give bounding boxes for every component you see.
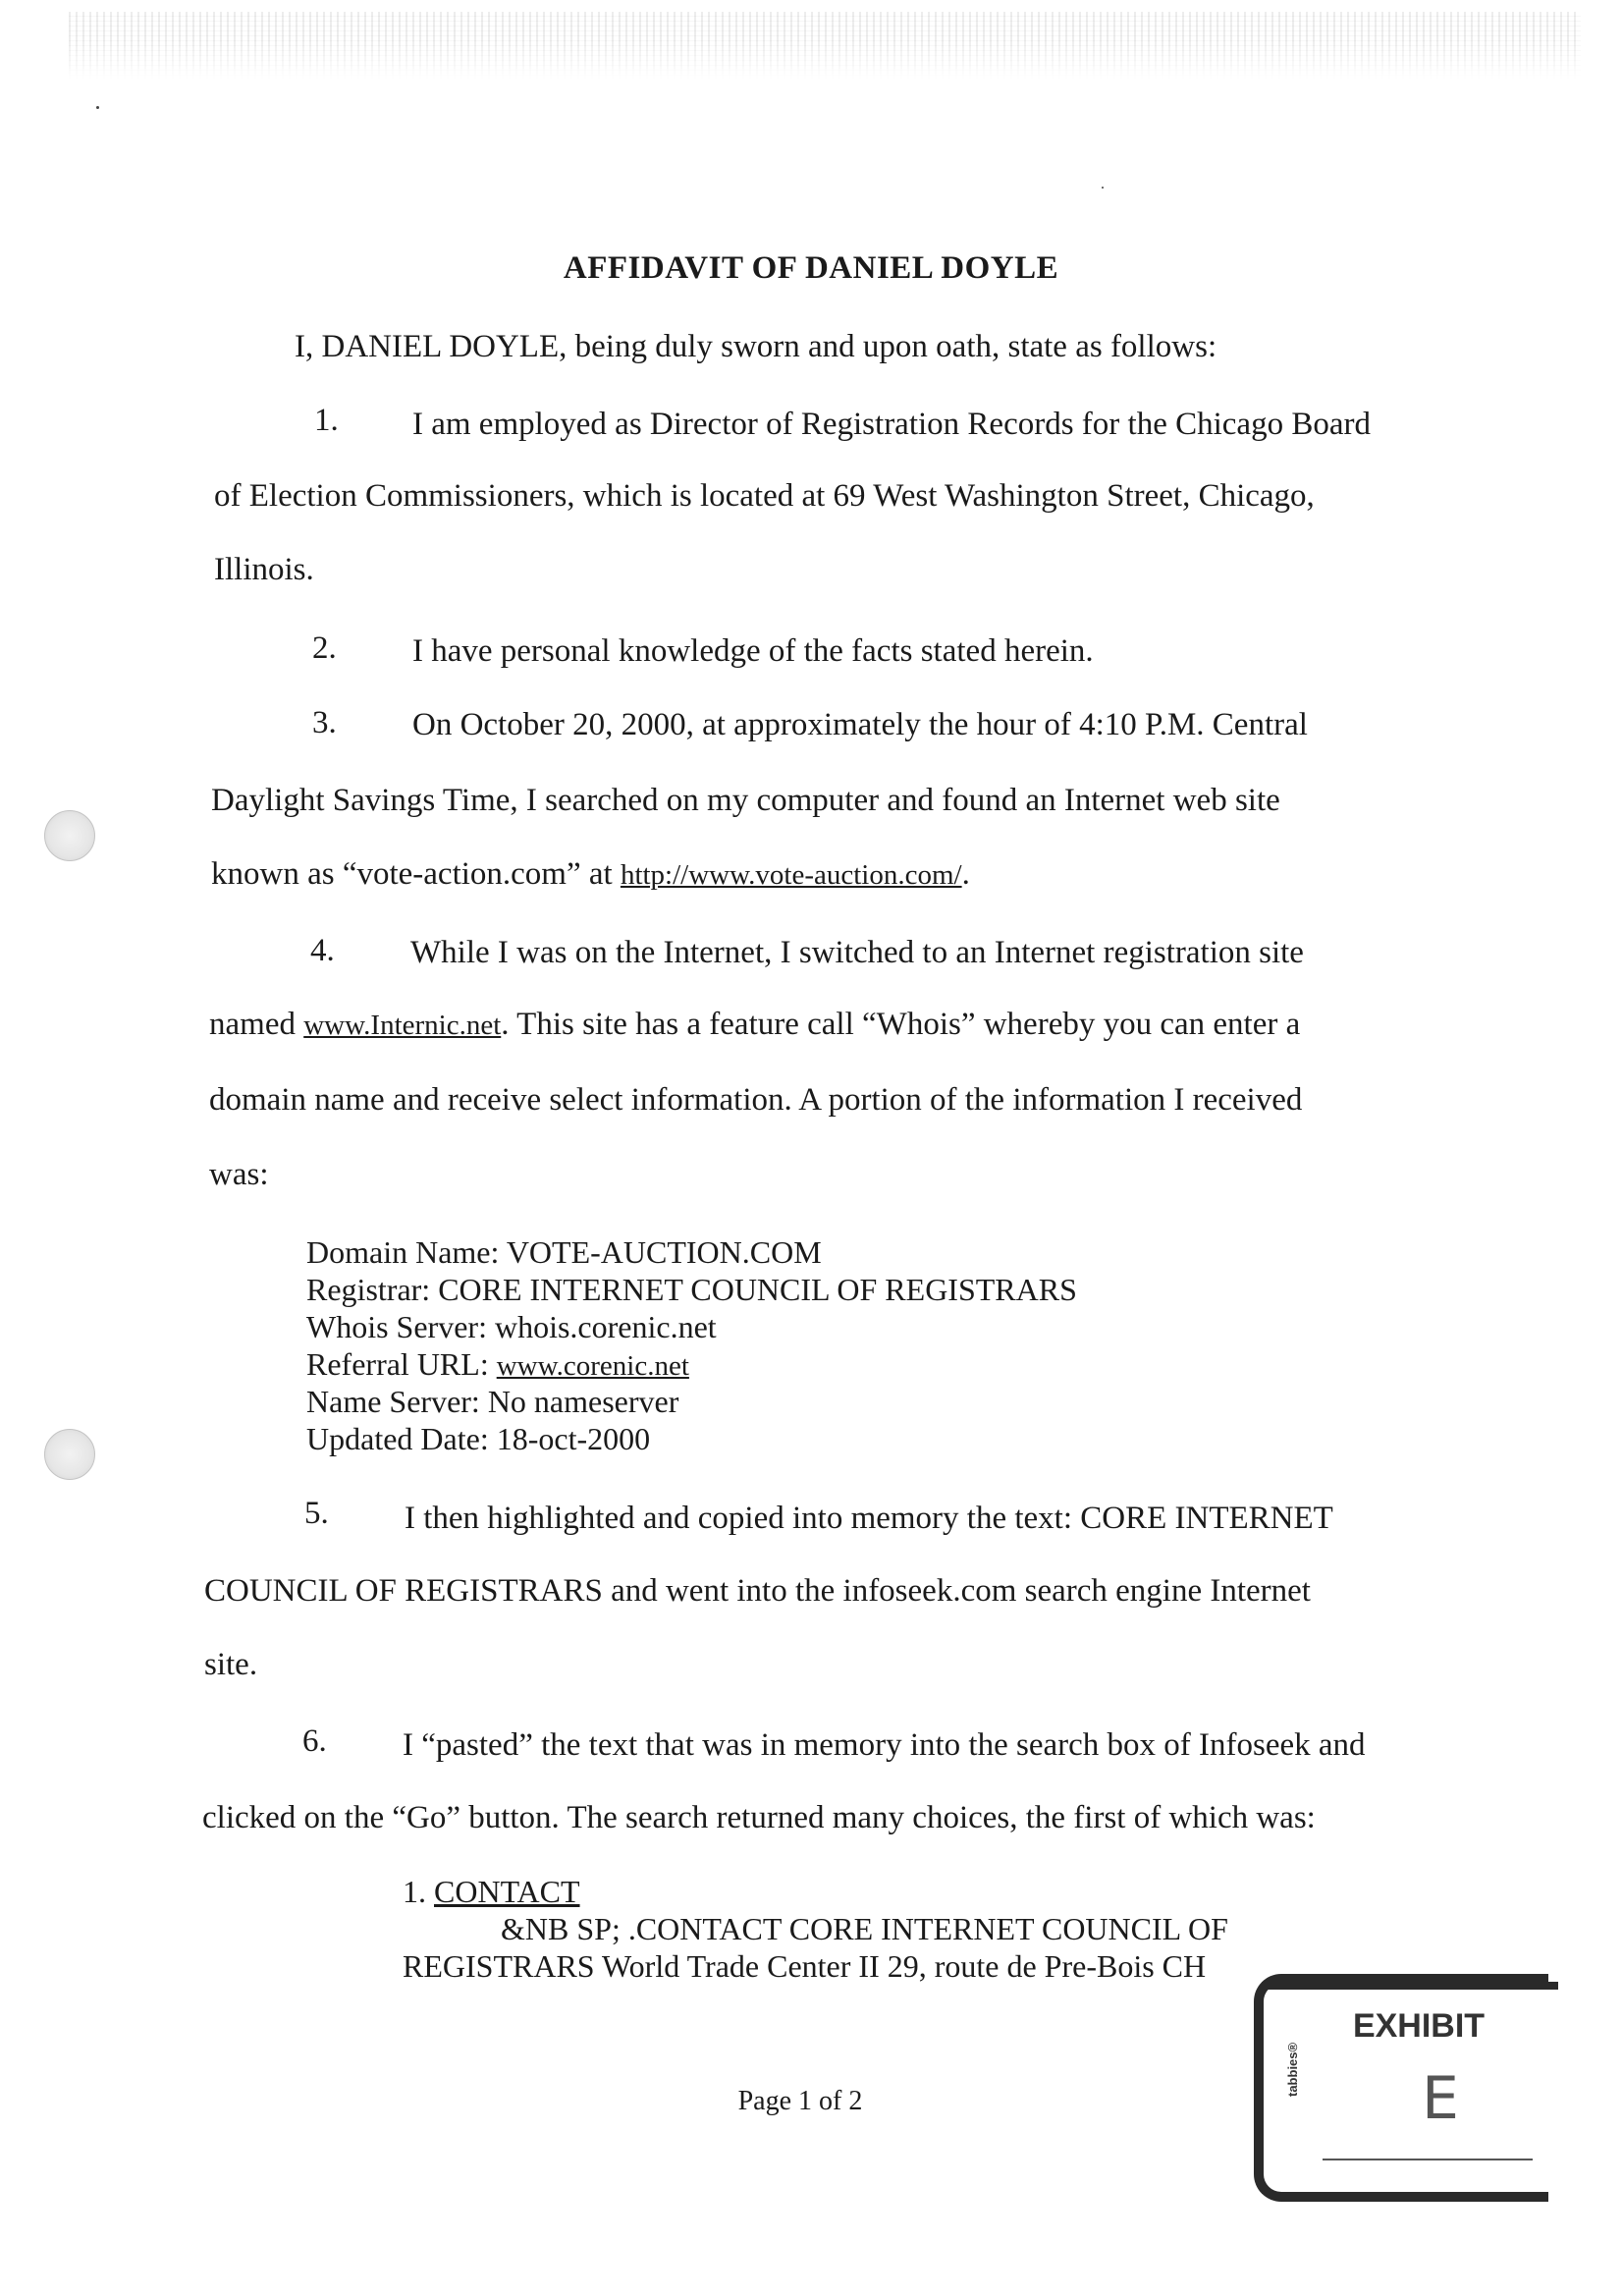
paragraph-3-period: . [961,856,970,892]
paragraph-4-number: 4. [310,933,335,968]
paragraph-5-line-3: site. [204,1647,258,1682]
sticker-brand: tabbies® [1285,2042,1300,2097]
punch-hole-lower [44,1429,95,1480]
paragraph-6-number: 6. [302,1723,327,1759]
paragraph-4-text: named [209,1007,304,1042]
paragraph-1-line-3: Illinois. [214,552,314,587]
paragraph-1-line-2: of Election Commissioners, which is located at 69 West Washington Street, Chicago, [214,478,1315,514]
whois-record [306,1233,1077,1457]
scan-speck [96,106,99,109]
punch-hole-upper [44,810,95,861]
whois-updated: Updated Date: 18-oct-2000 [306,1421,651,1456]
paragraph-3-line-1: On October 20, 2000, at approximately the hour of 4:10 P.M. Central [412,707,1308,742]
search-result-line-2: &NB SP; .CONTACT CORE INTERNET COUNCIL OF [501,1911,1228,1946]
whois-domain: Domain Name: VOTE-AUCTION.COM [306,1234,822,1270]
search-result-number: 1. [403,1874,434,1909]
paragraph-2-number: 2. [312,630,337,666]
contact-link[interactable]: CONTACT [434,1874,580,1909]
intro-line: I, DANIEL DOYLE, being duly sworn and upon oath, state as follows: [295,329,1217,364]
vote-auction-url[interactable]: http://www.vote-auction.com/ [620,859,962,891]
paragraph-4-line-2 [209,1007,1300,1043]
whois-referral [306,1345,1077,1383]
paragraph-5-number: 5. [304,1496,329,1531]
paragraph-4-text-cont: . This site has a feature call “Whois” whereby you can enter a [501,1007,1301,1042]
scan-speck [1102,187,1104,189]
paragraph-4-line-3: domain name and receive select information. A portion of the information I received [209,1082,1303,1118]
whois-registrar: Registrar: CORE INTERNET COUNCIL OF REGISTRARS [306,1272,1077,1307]
paragraph-3-line-3 [211,856,970,893]
scan-artifact-top [69,12,1581,81]
whois-nameserver: Name Server: No nameserver [306,1384,679,1419]
document-title: AFFIDAVIT OF DANIEL DOYLE [563,250,1059,286]
paragraph-4-line-4: was: [209,1157,269,1192]
paragraph-6-line-1: I “pasted” the text that was in memory into the search box of Infoseek and [403,1727,1366,1763]
paragraph-1-number: 1. [314,403,339,438]
paragraph-3-line-2: Daylight Savings Time, I searched on my computer and found an Internet web site [211,783,1280,818]
paragraph-3-text: known as “vote-action.com” at [211,856,621,892]
paragraph-6-line-2: clicked on the “Go” button. The search returned many choices, the first of which was: [202,1800,1316,1835]
corenic-url[interactable]: www.corenic.net [496,1350,689,1382]
paragraph-5-line-1: I then highlighted and copied into memory the text: CORE INTERNET [405,1501,1333,1536]
whois-referral-label: Referral URL: [306,1346,497,1382]
paragraph-2-line-1: I have personal knowledge of the facts stated herein. [412,633,1094,669]
paragraph-4-line-1: While I was on the Internet, I switched to an Internet registration site [410,935,1304,970]
internic-url[interactable]: www.Internic.net [303,1010,502,1041]
search-result [403,1873,1228,1985]
paragraph-3-number: 3. [312,705,337,740]
whois-server: Whois Server: whois.corenic.net [306,1309,717,1344]
exhibit-letter: E [1422,2064,1459,2133]
search-result-line-3: REGISTRARS World Trade Center II 29, route de Pre-Bois CH [403,1948,1207,1984]
paragraph-1-line-1: I am employed as Director of Registration Records for the Chicago Board [412,407,1371,442]
exhibit-label: EXHIBIT [1352,2007,1486,2045]
paragraph-5-line-2: COUNCIL OF REGISTRARS and went into the infoseek.com search engine Internet [204,1573,1311,1609]
page-number: Page 1 of 2 [737,2086,863,2116]
exhibit-underline [1323,2159,1533,2160]
sticker-top-border [1264,1982,1558,1990]
search-result-title [403,1873,1228,1910]
exhibit-sticker [1254,1974,1548,2202]
